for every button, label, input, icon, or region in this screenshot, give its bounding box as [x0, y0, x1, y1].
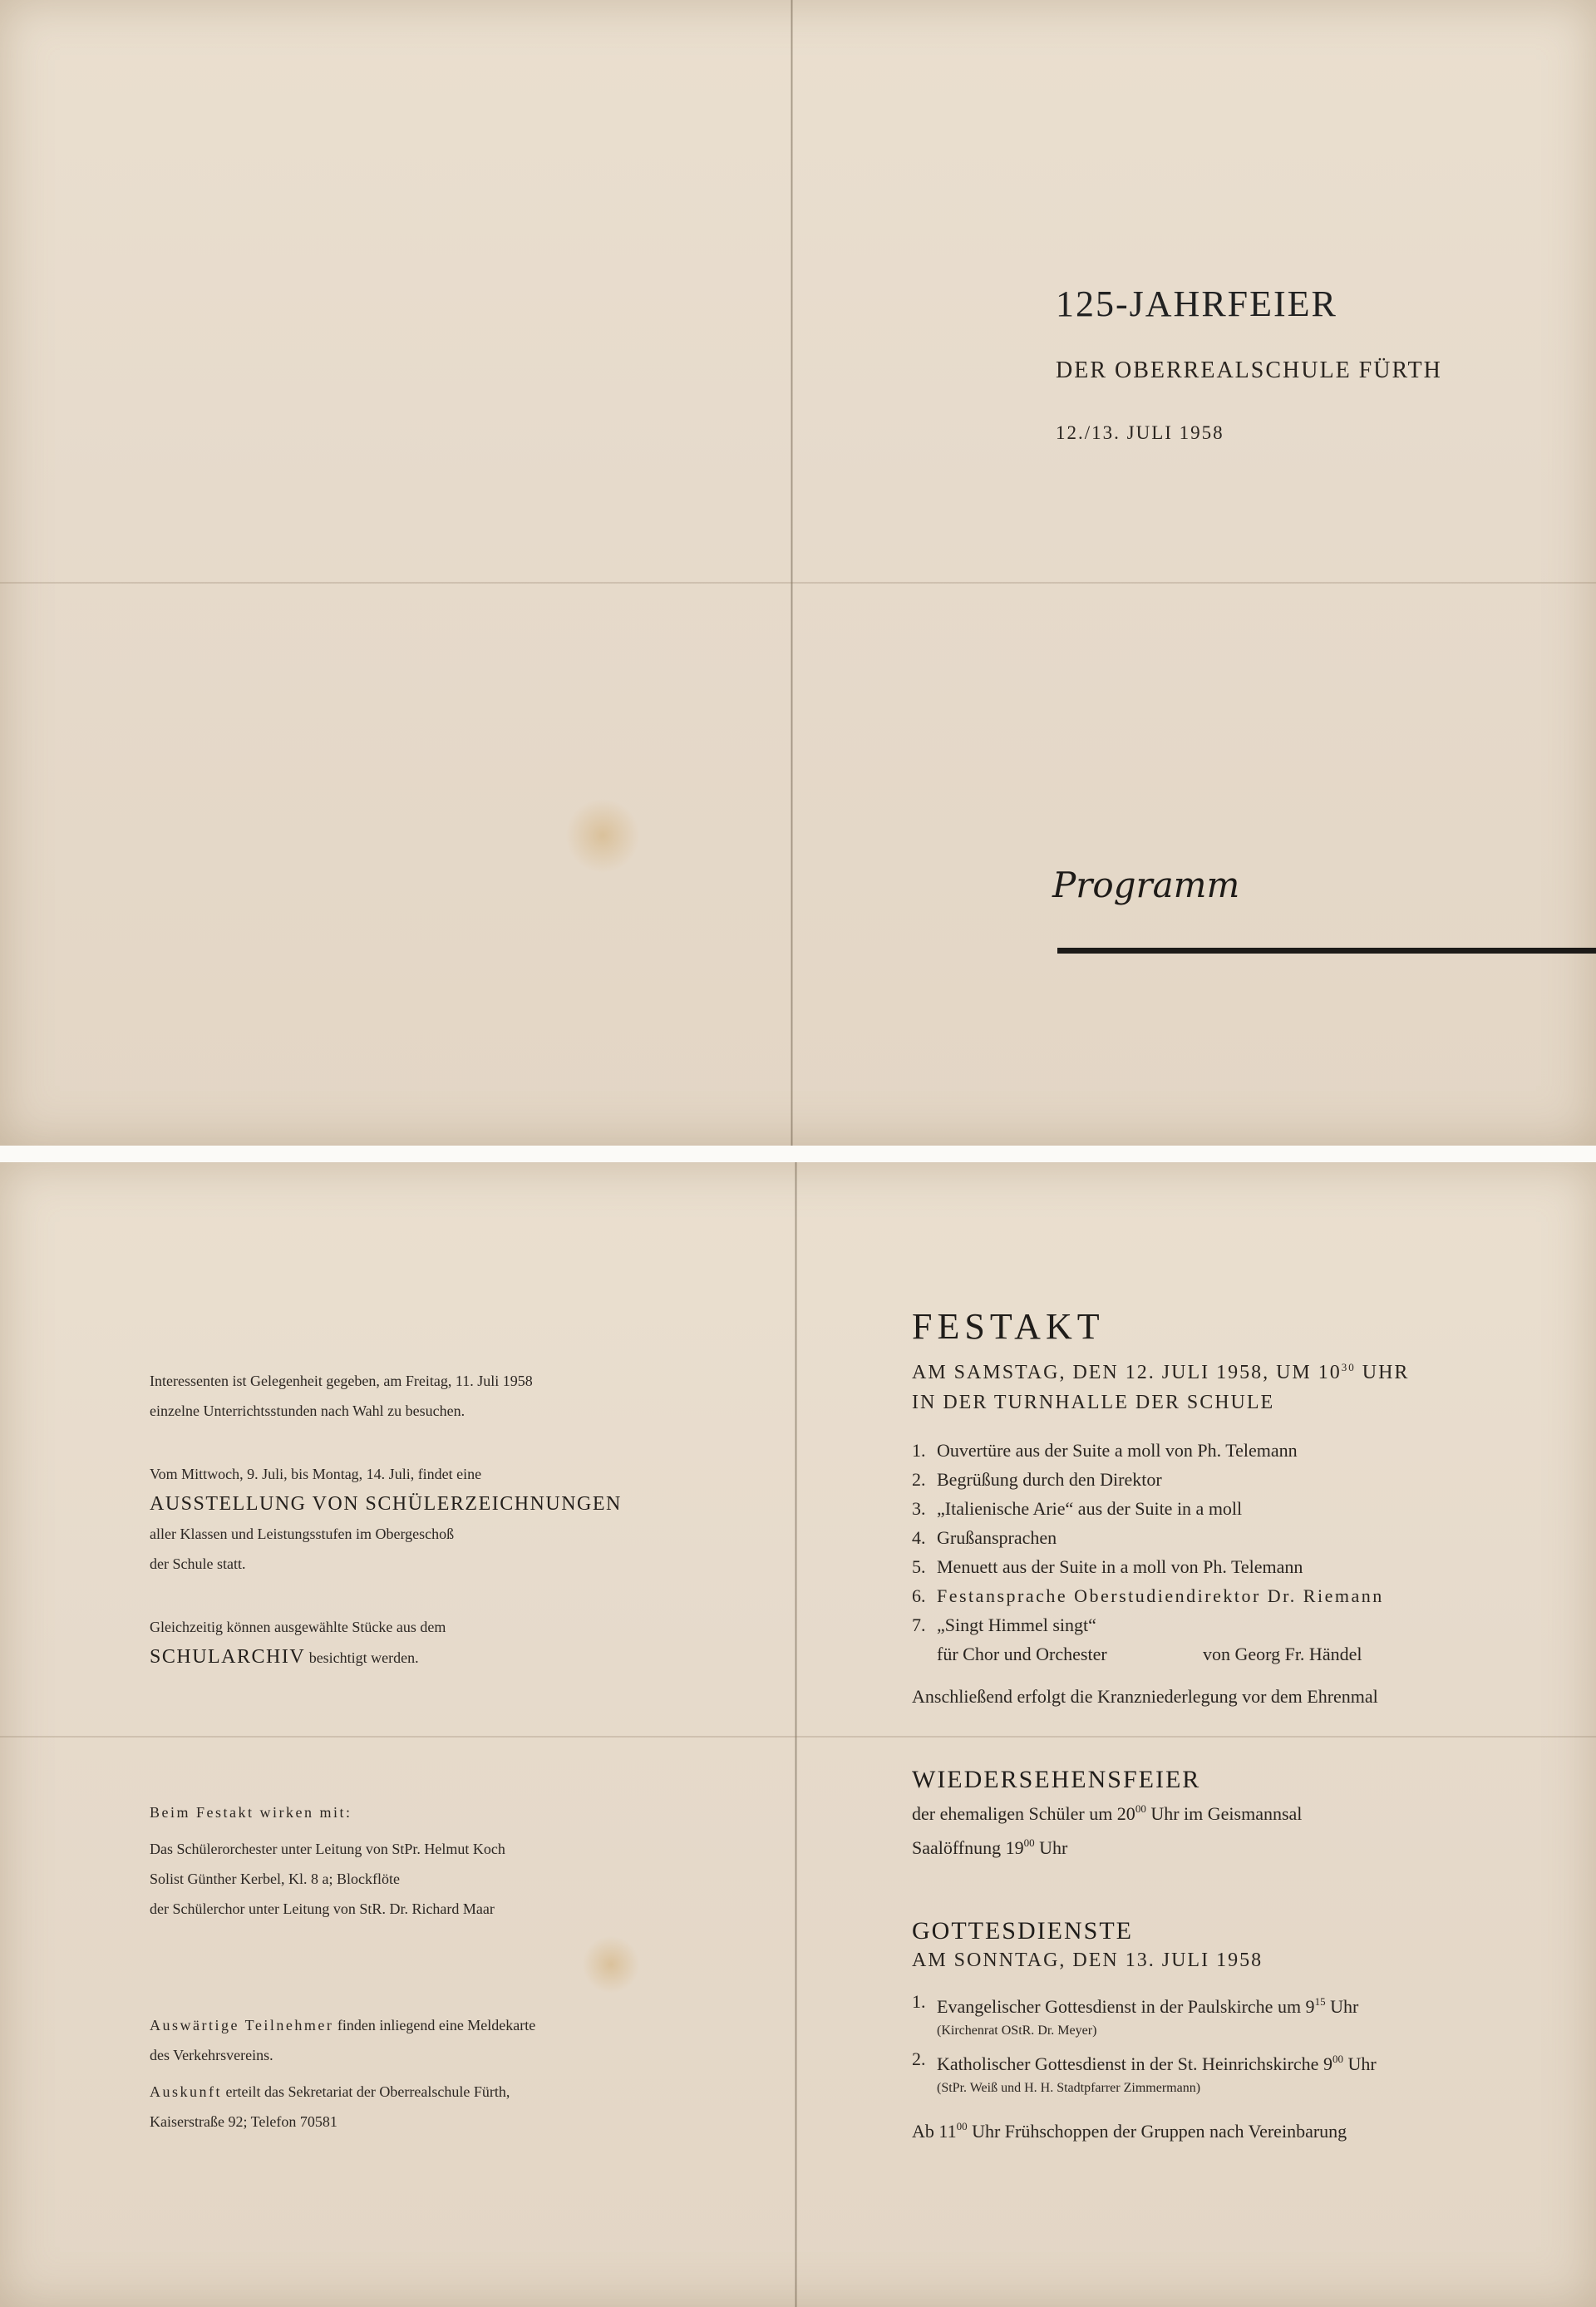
guests-rest: finden inliegend eine Meldekarte [337, 2017, 536, 2033]
sheet-gap [0, 1146, 1596, 1162]
program-item: 7. „Singt Himmel singt“ [912, 1614, 1096, 1635]
info-line-1 [150, 2077, 648, 2107]
paper-stain [565, 798, 640, 873]
service-note: (StPr. Weiß und H. H. Stadtpfarrer Zimmermann) [937, 2081, 1201, 2095]
festakt-program-list [912, 1436, 1544, 1711]
services-heading: GOTTESDIENSTE [912, 1917, 1133, 1945]
festakt-intro: Beim Festakt wirken mit: [150, 1804, 352, 1821]
center-fold [791, 0, 793, 1146]
reunion-line-1: der ehemaligen Schüler um $20^{00}$ Uhr im Geismannsal [912, 1802, 1303, 1824]
right-page-program [912, 1305, 1544, 2146]
exhibition-line-2: aller Klassen und Leistungsstufen im Obergeschoß [150, 1526, 455, 1542]
reunion-heading: WIEDERSEHENSFEIER [912, 1766, 1201, 1793]
cover-title: 125-JAHRFEIER [1056, 283, 1337, 324]
program-item: 5. Menuett aus der Suite in a moll von Ph. Telemann [912, 1556, 1303, 1577]
services-list [912, 1987, 1544, 2146]
festakt-closing: Anschließend erfolgt die Kranzniederlegung vor dem Ehrenmal [912, 1686, 1378, 1707]
outer-sheet [0, 0, 1596, 1146]
left-page-text [150, 1366, 648, 2137]
festakt-where: IN DER TURNHALLE DER SCHULE [912, 1392, 1275, 1413]
archive-line-2 [150, 1642, 648, 1673]
center-fold [795, 1162, 797, 2307]
services-date: AM SONNTAG, DEN 13. JULI 1958 [912, 1950, 1264, 1971]
archive-heading: SCHULARCHIV [150, 1646, 306, 1668]
brunch-line: Ab $11^{00}$ Uhr Frühschoppen der Gruppen nach Vereinbarung [912, 2120, 1347, 2142]
archive-line-1: Gleichzeitig können ausgewählte Stücke aus dem [150, 1619, 446, 1635]
visit-line-2: einzelne Unterrichtsstunden nach Wahl zu besuchen. [150, 1402, 466, 1419]
cover-date: 12./13. JULI 1958 [1056, 422, 1224, 443]
reunion-line-2: Saalöffnung $19^{00}$ Uhr [912, 1836, 1068, 1858]
program-item: 2. Begrüßung durch den Direktor [912, 1469, 1162, 1490]
program-item: 1. Ouvertüre aus der Suite a moll von Ph. Telemann [912, 1440, 1298, 1461]
exhibition-line-1: Vom Mittwoch, 9. Juli, bis Montag, 14. Juli, findet eine [150, 1466, 482, 1482]
info-rest: erteilt das Sekretariat der Oberrealschule Fürth, [225, 2083, 510, 2100]
exhibition-line-3: der Schule statt. [150, 1555, 246, 1572]
cover-program-script: Programm [1052, 865, 1240, 905]
program-item-continuation: für Chor und Orchester von Georg Fr. Händel [937, 1644, 1362, 1664]
participant-line-3: der Schülerchor unter Leitung von StR. Dr. Richard Maar [150, 1900, 495, 1917]
service-item: 2. Katholischer Gottesdienst in der St. Heinrichskirche $9^{00}$ Uhr (StPr. Weiß und H. H. Stadtpfarrer Zimmermann) [912, 2044, 1544, 2098]
participant-line-2: Solist Günther Kerbel, Kl. 8 a; Blockflöte [150, 1871, 400, 1887]
service-note: (Kirchenrat OStR. Dr. Meyer) [937, 2024, 1097, 2038]
program-item: 3. „Italienische Arie“ aus der Suite in a moll [912, 1498, 1243, 1519]
program-item: 4. Grußansprachen [912, 1527, 1057, 1548]
visit-line-1: Interessenten ist Gelegenheit gegeben, am Freitag, 11. Juli 1958 [150, 1373, 533, 1389]
info-line-2: Kaiserstraße 92; Telefon 70581 [150, 2113, 337, 2130]
cover-subtitle: DER OBERREALSCHULE FÜRTH [1056, 357, 1442, 383]
festakt-heading: FESTAKT [912, 1306, 1105, 1347]
guests-line-1 [150, 2010, 648, 2040]
program-item: 6. Festansprache Oberstudiendirektor Dr. Riemann [912, 1585, 1384, 1606]
exhibition-heading: AUSSTELLUNG VON SCHÜLERZEICHNUNGEN [150, 1493, 622, 1515]
guests-word: Auswärtige Teilnehmer [150, 2017, 334, 2033]
festakt-when: AM SAMSTAG, DEN 12. JULI 1958, UM $10^{30}$ UHR [912, 1361, 1410, 1383]
service-item: 1. Evangelischer Gottesdienst in der Paulskirche um $9^{15}$ Uhr (Kirchenrat OStR. Dr. Meyer) [912, 1987, 1544, 2041]
participant-line-1: Das Schülerorchester unter Leitung von StPr. Helmut Koch [150, 1841, 505, 1857]
inner-sheet [0, 1162, 1596, 2307]
horizontal-crease [0, 582, 1596, 584]
archive-rest: besichtigt werden. [308, 1649, 419, 1666]
info-word: Auskunft [150, 2083, 222, 2100]
guests-line-2: des Verkehrsvereins. [150, 2047, 273, 2063]
cover-rule [1057, 948, 1596, 954]
